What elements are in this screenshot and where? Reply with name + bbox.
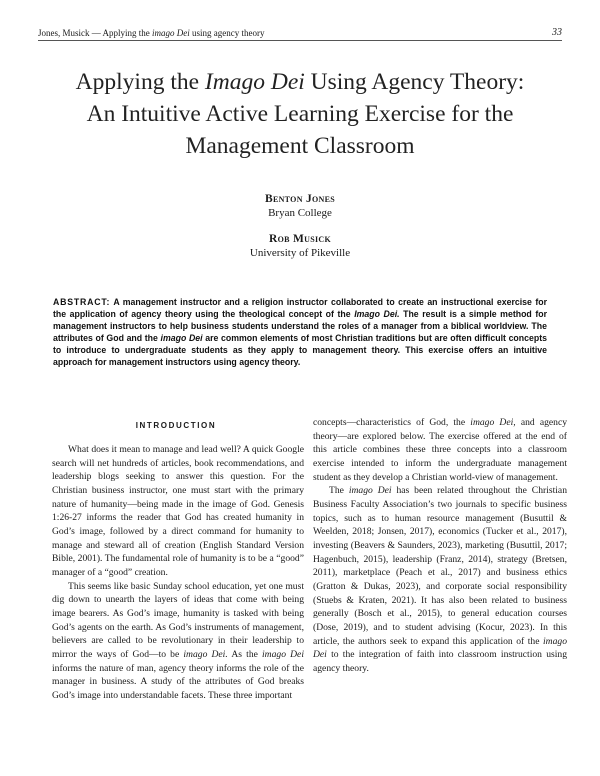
page-number: 33	[552, 27, 562, 38]
author-1	[0, 192, 600, 220]
article-title: Applying the Imago Dei Using Agency Theory: An Intuitive Active Learning Exercise for the Management Classroom	[75, 69, 525, 159]
paragraph: The imago Dei has been related throughout the Christian Business Faculty Association’s two journals to specific business topics, such as to human resource management (Busuttil & Weelden, 2018; Jonsen, 2017), economics (Tucker et al., 2017), investing (Beavers & Saunders, 2023), marketing (Busuttil, 2017; Hagenbuch, 2015), leadership (Franz, 2014), strategy (Bretsen, 2011), marketplace (Peach et al., 2017) and business ethics (Gratton & Dukas, 2023), and corporate social responsibility (Stuebs & Kraten, 2021). It has also been related to business generally (Bosch et al., 2015), to general education courses (Dose, 2019), and to student advising (Kocur, 2023). In this article, the authors seek to expand this application of the imago Dei to the integration of faith into classroom instruction using agency theory.	[313, 485, 567, 674]
author-affiliation: Bryan College	[268, 207, 332, 219]
body-column-right	[313, 416, 567, 675]
running-head	[38, 26, 562, 41]
author-name: Benton Jones	[265, 193, 335, 205]
author-name: Rob Musick	[269, 233, 331, 245]
abstract-label: ABSTRACT:	[53, 297, 111, 307]
abstract: ABSTRACT: A management instructor and a religion instructor collaborated to create an instructional exercise for the application of agency theory using the theological concept of the Imago Dei. The result is a simple method for management instructors to help business students understand the roles of a manager from a biblical worldview. The attributes of God and the imago Dei are common elements of most Christian traditions but are often difficult concepts to introduce to undergraduate students as they apply to management theory. This exercise offers an intuitive approach for management instructors using agency theory.	[53, 297, 547, 367]
paragraph: What does it mean to manage and lead well? A quick Google search will net hundreds of articles, book recommendations, and leadership blogs seeking to answer this question. For the Christian business instructor, one must start with the primary nature of humanity—being made in the image of God. Genesis 1:26-27 informs the reader that God has created humanity in God’s image, followed by a direct command for humanity to manage and steward all of creation (English Standard Version Bible, 2001). The fundamental role of humanity is to be a “good” manager of a “good” creation.	[52, 444, 304, 578]
paragraph: concepts—characteristics of God, the imago Dei, and agency theory—are explored below. The exercise offered at the end of this article combines these three concepts into a classroom exercise intended to inform the undergraduate management student as they develop a Christian world-view of management.	[313, 417, 567, 483]
author-affiliation: University of Pikeville	[249, 247, 351, 259]
paragraph: This seems like basic Sunday school education, yet one must dig down to unearth the layers of ideas that come with being image bearers. As God’s image, humanity is tasked with being God’s agents on the earth. As God’s instruments of management, believers are called to be revolutionary in their leadership to mirror the ways of God—to be imago Dei. As the imago Dei informs the nature of man, agency theory informs the role of the manager in business. A study of the attributes of God breaks God’s image into understandable facets. These three important	[52, 580, 304, 701]
running-head-citation: Jones, Musick — Applying the imago Dei using agency theory	[38, 28, 265, 38]
body-column-left	[52, 443, 304, 702]
author-2	[0, 232, 600, 260]
section-heading-introduction: INTRODUCTION	[135, 421, 217, 430]
